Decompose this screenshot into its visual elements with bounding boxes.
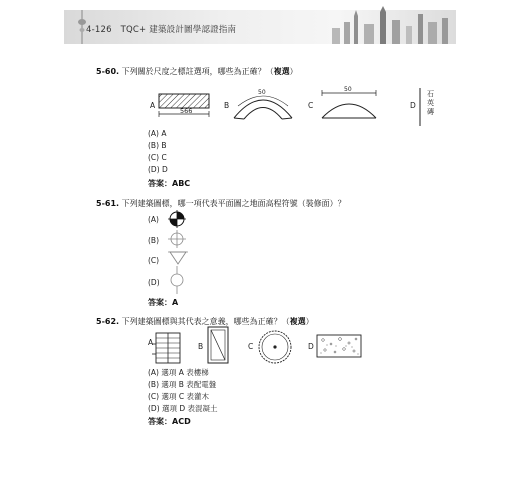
q62-option-b[interactable]: (B) 選項 B 表配電盤 — [148, 380, 217, 389]
q62-label-b: B — [198, 342, 204, 351]
q60-tail: ） — [289, 67, 298, 76]
page-header — [64, 10, 456, 44]
q60-label-d: D — [410, 101, 416, 110]
q62-figure-a-stairs — [152, 332, 182, 364]
q62-option-c[interactable]: (C) 選項 C 表灌木 — [148, 392, 209, 401]
q62-text: 下列建築圖標與其代表之意義，哪些為正確？（ — [121, 317, 290, 326]
book-title: TQC+ 建築設計圖學認證指南 — [120, 25, 237, 35]
q61-symbol-d — [168, 266, 186, 294]
left-tower-illustration — [72, 10, 92, 44]
q60-dim-b: 50 — [258, 89, 266, 96]
q60-label-c: C — [308, 101, 314, 110]
q60-vertical-text: 石 英 磚 — [427, 90, 434, 116]
q60-option-d[interactable]: (D) D — [148, 165, 168, 174]
q62-figure-d-concrete — [316, 334, 362, 358]
q62-label-c: C — [248, 342, 254, 351]
q60-tag: 複選 — [273, 67, 290, 76]
q62-tag: 複選 — [289, 317, 306, 326]
q61-symbol-c — [168, 250, 188, 266]
q61-answer: 答案：A — [148, 298, 179, 307]
q60-label-a: A — [150, 101, 156, 110]
q61-option-d[interactable]: (D) — [148, 278, 160, 287]
q61-option-c[interactable]: (C) — [148, 256, 160, 265]
page-number: 4-126 — [86, 25, 112, 35]
q60-answer: 答案：ABC — [148, 179, 191, 188]
q62-tail: ） — [305, 317, 314, 326]
q62-number: 5-62. — [96, 317, 120, 326]
q60-figure-c — [318, 88, 380, 122]
q60-option-b[interactable]: (B) B — [148, 141, 167, 150]
skyline-illustration — [322, 10, 456, 44]
q60-option-a[interactable]: (A) A — [148, 129, 167, 138]
q60-figure-d-line — [418, 88, 422, 128]
q61-symbol-b — [168, 230, 186, 248]
q61-option-b[interactable]: (B) — [148, 236, 159, 245]
question-5-61 — [96, 198, 346, 209]
q62-option-a[interactable]: (A) 選項 A 表樓梯 — [148, 368, 209, 377]
q60-dim-c: 50 — [344, 86, 352, 93]
q62-answer: 答案：ACD — [148, 417, 191, 426]
q60-label-b: B — [224, 101, 230, 110]
q62-figure-c-shrub — [256, 328, 294, 366]
header-text — [86, 23, 242, 35]
q62-figure-b-panel — [206, 326, 232, 364]
q60-option-c[interactable]: (C) C — [148, 153, 167, 162]
q62-option-d[interactable]: (D) 選項 D 表混凝土 — [148, 404, 218, 413]
book-page — [64, 10, 456, 490]
q62-label-a: A — [148, 338, 154, 347]
q61-number: 5-61. — [96, 199, 120, 208]
question-5-62 — [96, 316, 314, 327]
q60-dim-a: 566 — [180, 107, 193, 115]
question-5-60 — [96, 66, 298, 77]
q60-number: 5-60. — [96, 67, 120, 76]
q60-text: 下列關於尺度之標註選項，哪些為正確？（ — [121, 67, 274, 76]
q62-label-d: D — [308, 342, 314, 351]
q61-option-a[interactable]: (A) — [148, 215, 159, 224]
q61-text: 下列建築圖標，哪一項代表平面圖之地面高程符號（裝修面）？ — [121, 199, 346, 208]
q61-symbol-a — [168, 210, 186, 228]
